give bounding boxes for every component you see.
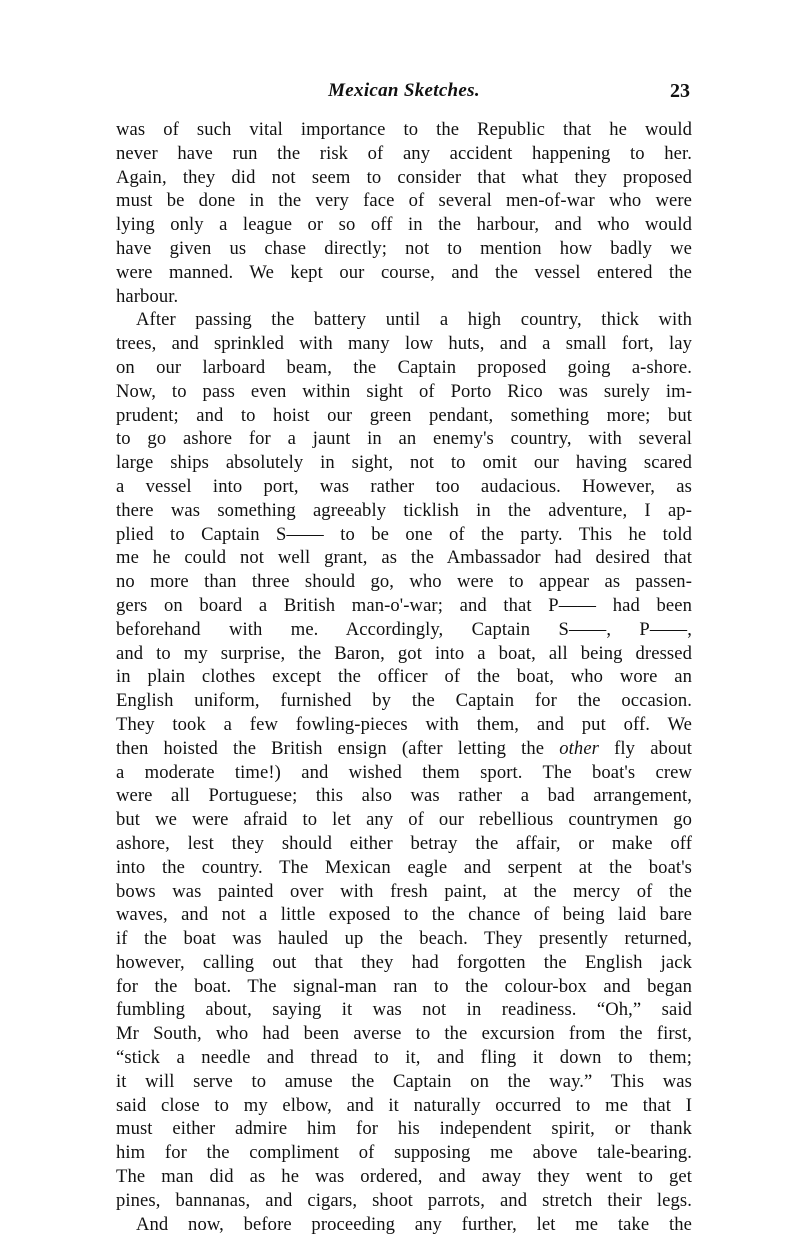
text-line: but we were afraid to let any of our rebellious countrymen go <box>116 809 692 831</box>
text-line: ashore, lest they should either betray the affair, or make off <box>116 832 692 854</box>
text-line: harbour. <box>116 285 179 307</box>
text-line: if the boat was hauled up the beach. They presently returned, <box>116 928 692 950</box>
text-line: bows was painted over with fresh paint, at the mercy of the <box>116 880 692 902</box>
text-line: The man did as he was ordered, and away they went to get <box>116 1166 692 1188</box>
text-line: to go ashore for a jaunt in an enemy's country, with several <box>116 428 692 450</box>
text-line: Now, to pass even within sight of Porto Rico was surely im- <box>116 380 692 402</box>
page-number: 23 <box>670 80 690 102</box>
text-line: it will serve to amuse the Captain on the way.” This was <box>116 1070 692 1092</box>
emphasized-word: other <box>559 737 600 759</box>
text-line: And now, before proceeding any further, let me take the <box>136 1213 692 1235</box>
text-line: him for the compliment of supposing me above tale-bearing. <box>116 1142 692 1164</box>
text-line: there was something agreeably ticklish in the adventure, I ap- <box>116 499 692 521</box>
running-head <box>118 80 690 108</box>
text-line: gers on board a British man-o'-war; and that P—— had been <box>116 594 692 616</box>
text-line: however, calling out that they had forgotten the English jack <box>116 951 692 973</box>
text-line: never have run the risk of any accident happening to her. <box>116 142 692 164</box>
text-line: prudent; and to hoist our green pendant, something more; but <box>116 404 692 426</box>
text-line: Mr South, who had been averse to the excursion from the first, <box>116 1023 692 1045</box>
text-line: was of such vital importance to the Republic that he would <box>116 119 692 140</box>
text-line: waves, and not a little exposed to the chance of being laid bare <box>116 904 692 926</box>
text-line: English uniform, furnished by the Captain for the occasion. <box>116 690 692 712</box>
text-line: me he could not well grant, as the Ambassador had desired that <box>116 547 692 569</box>
body-text <box>116 118 692 1236</box>
text-line: lying only a league or so off in the harbour, and who would <box>116 214 692 236</box>
running-title: Mexican Sketches. <box>328 80 480 101</box>
text-line: for the boat. The signal-man ran to the colour-box and began <box>116 975 692 997</box>
text-line: said close to my elbow, and it naturally occurred to me that I <box>116 1094 692 1116</box>
text-line: a moderate time!) and wished them sport. The boat's crew <box>116 761 692 783</box>
text-line: and to my surprise, the Baron, got into a boat, all being dressed <box>116 642 692 664</box>
text-line: pines, bannanas, and cigars, shoot parrots, and stretch their legs. <box>116 1189 692 1211</box>
text-line: Again, they did not seem to consider that what they proposed <box>116 166 692 188</box>
text-line: large ships absolutely in sight, not to omit our having scared <box>116 452 692 474</box>
text-line: They took a few fowling-pieces with them, and put off. We <box>116 713 692 735</box>
text-line: in plain clothes except the officer of the boat, who wore an <box>116 666 692 688</box>
text-line: were all Portuguese; this also was rather a bad arrangement, <box>116 785 692 807</box>
text-line: “stick a needle and thread to it, and fling it down to them; <box>116 1047 692 1069</box>
text-line: trees, and sprinkled with many low huts, and a small fort, lay <box>116 333 692 355</box>
text-line: beforehand with me. Accordingly, Captain S——, P——, <box>116 618 692 640</box>
text-line: no more than three should go, who were to appear as passen- <box>116 571 692 593</box>
text-line <box>116 737 692 761</box>
text-segment: fly about <box>599 737 692 759</box>
text-line: fumbling about, saying it was not in readiness. “Oh,” said <box>116 999 692 1021</box>
text-line: a vessel into port, was rather too audacious. However, as <box>116 475 692 497</box>
text-line: must be done in the very face of several men-of-war who were <box>116 190 692 212</box>
text-line: have given us chase directly; not to mention how badly we <box>116 237 692 259</box>
text-line: plied to Captain S—— to be one of the party. This he told <box>116 523 692 545</box>
text-segment: then hoisted the British ensign (after letting the <box>116 737 560 759</box>
text-line: must either admire him for his independent spirit, or thank <box>116 1118 692 1140</box>
text-line: into the country. The Mexican eagle and serpent at the boat's <box>116 856 692 878</box>
text-line: After passing the battery until a high country, thick with <box>136 309 692 331</box>
text-line: were manned. We kept our course, and the vessel entered the <box>116 261 692 283</box>
text-line: on our larboard beam, the Captain proposed going a-shore. <box>116 356 692 378</box>
